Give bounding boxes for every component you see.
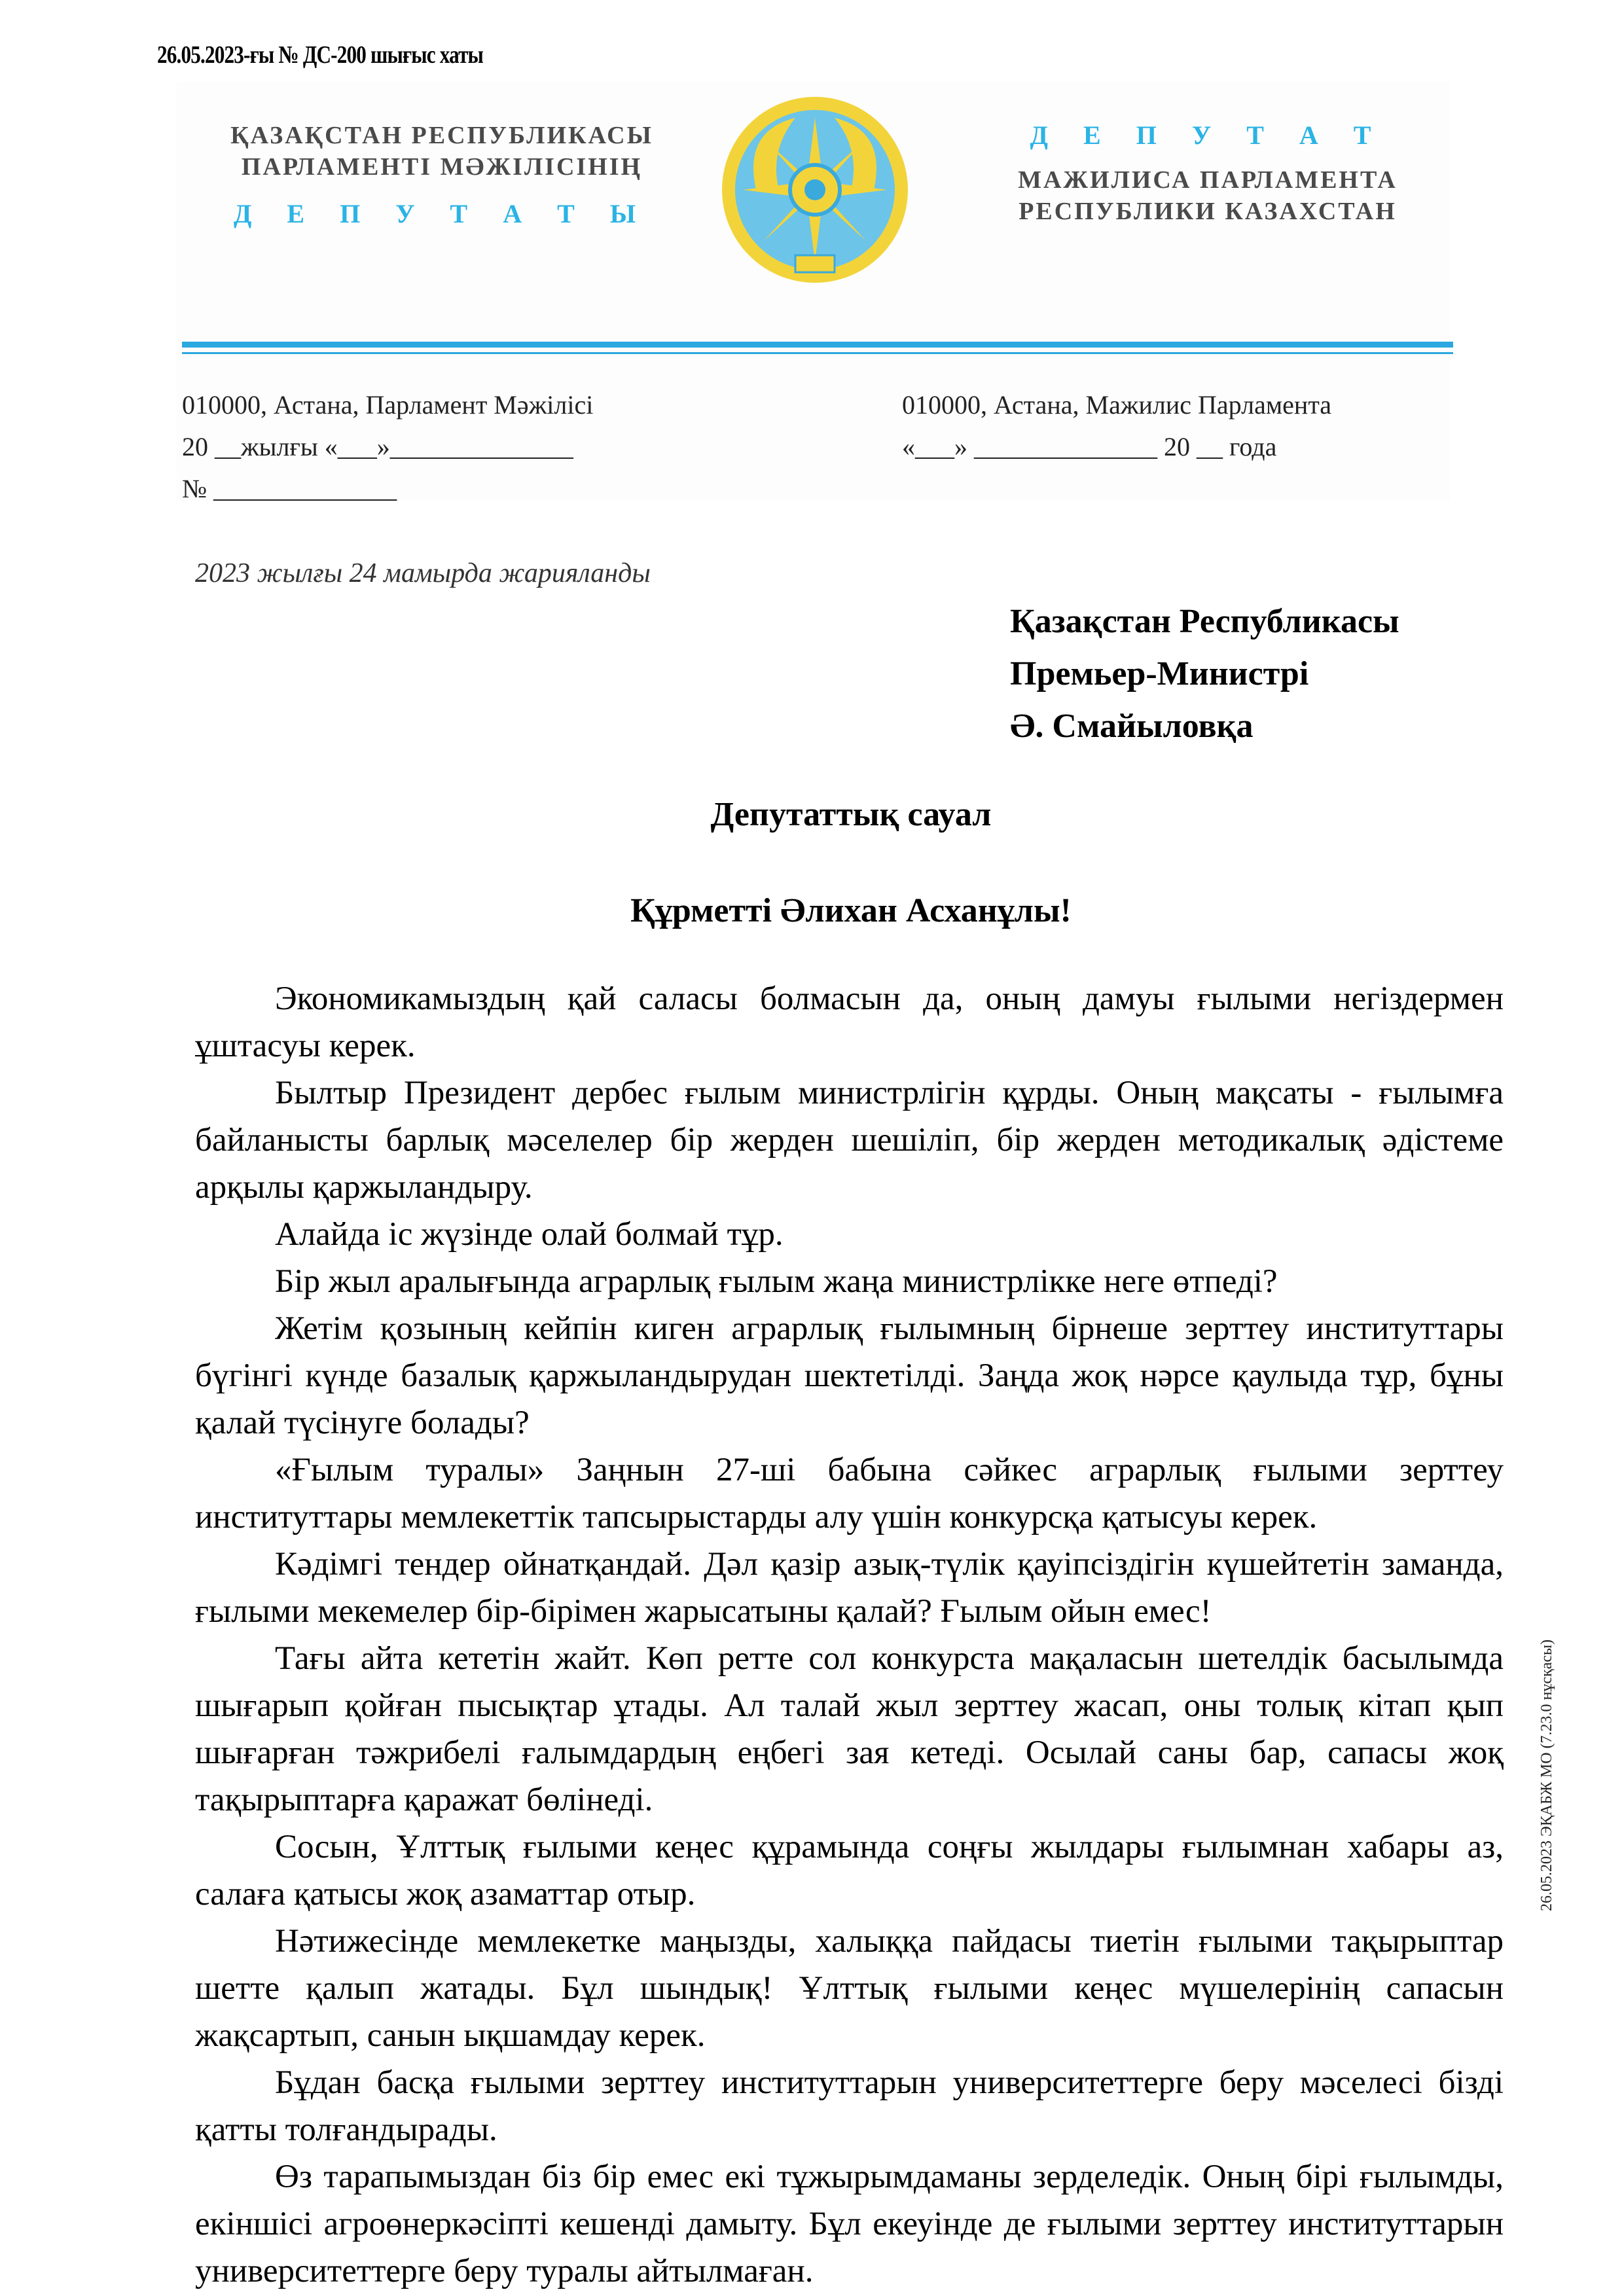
recipient-line1: Қазақстан Республикасы (1010, 603, 1399, 640)
published-note: 2023 жылғы 24 мамырда жарияланды (195, 558, 651, 588)
letterhead-divider-thick (182, 342, 1453, 348)
body-paragraph: Өз тарапымыздан біз бір емес екі тұжырымдаманы зерделедік. Оның бірі ғылымды, екіншісі агроөнеркәсіпті кешенді дамыту. Бұл екеуінде де ғылыми зерттеу институттарын университеттерге беру туралы айтылмаған. (195, 2159, 1504, 2289)
kazakhstan-state-emblem-icon (717, 92, 913, 288)
letterhead-ru-line2: МАЖИЛИСА ПАРЛАМЕНТА (1018, 166, 1398, 194)
body-paragraph: Былтыр Президент дербес ғылым министрлігін құрды. Оның мақсаты - ғылымға байланысты барлық мәселелер бір жерден шешіліп, бір жерден методикалық әдістеме арқылы қаржыландыру. (195, 1075, 1504, 1206)
letterhead-ru-line3: РЕСПУБЛИКИ КАЗАХСТАН (1019, 198, 1397, 225)
body-paragraph: Бұдан басқа ғылыми зерттеу институттарын университеттерге беру мәселесі бізді қатты толғандырады. (195, 2064, 1504, 2148)
side-registration-stamp: 26.05.2023 ЭҚАБЖ МО (7.23.0 нұсқасы) (1538, 1639, 1555, 1911)
letterhead-kz-line1: ҚАЗАҚСТАН РЕСПУБЛИКАСЫ (230, 122, 653, 149)
salutation: Құрметті Әлихан Асханұлы! (630, 892, 1072, 929)
date-ru-line: «___» ______________ 20 __ года (902, 432, 1277, 461)
body-paragraph: Жетім қозының кейпін киген аграрлық ғылымның бірнеше зерттеу институттары бүгінгі күнде базалық қаржыландырудан шектетілді. Заңда жоқ нәрсе қаулыда тұр, бұны қалай түсінуге болады? (195, 1310, 1504, 1441)
number-kz-line: № ______________ (182, 474, 397, 503)
address-kz (182, 384, 593, 510)
body-paragraph: «Ғылым туралы» Заңнын 27-ші бабына сәйкес аграрлық ғылыми зерттеу институттары мемлекеттік тапсырыстарды алу үшін конкурсқа қатысуы керек. (195, 1452, 1504, 1535)
body-paragraph: Алайда іс жүзінде олай болмай тұр. (275, 1216, 784, 1253)
address-ru (902, 384, 1331, 468)
outgoing-reference: 26.05.2023-ғы № ДС-200 шығыс хаты (157, 41, 484, 69)
date-kz-line: 20 __жылғы «___»______________ (182, 432, 573, 461)
letterhead-kz-deputy: Д Е П У Т А Т Ы (233, 199, 651, 228)
body-paragraph: Сосын, Ұлттық ғылыми кеңес құрамында соңғы жылдары ғылымнан хабары аз, салаға қатысы жоқ азаматтар отыр. (195, 1829, 1504, 1912)
address-ru-line: 010000, Астана, Мажилис Парламента (902, 390, 1332, 420)
body-paragraph: Экономикамыздың қай саласы болмасын да, оның дамуы ғылыми негіздермен ұштасуы керек. (195, 980, 1504, 1064)
body-paragraph: Кәдімгі тендер ойнатқандай. Дәл қазір азық-түлік қауіпсіздігін күшейтетін заманда, ғылыми мекемелер бір-бірімен жарысатыны қалай? Ғылым ойын емес! (195, 1546, 1504, 1630)
letter-body (195, 975, 1504, 2295)
letterhead-ru-deputy: Д Е П У Т А Т (1030, 120, 1386, 150)
body-paragraph: Тағы айта кететін жайт. Көп ретте сол конкурста мақаласын шетелдік басылымда шығарып қойған пысықтар ұтады. Ал талай жыл зерттеу жасап, оны толық кітап қып шығарған тәжрибелі ғалымдардың еңбегі зая кетеді. Осылай саны бар, сапасы жоқ тақырыптарға қаражат бөлінеді. (195, 1640, 1504, 1818)
recipient-line3: Ә. Смайыловқа (1010, 708, 1254, 745)
body-paragraph: Нәтижесінде мемлекетке маңызды, халыққа пайдасы тиетін ғылыми тақырыптар шетте қалып жатады. Бұл шындық! Ұлттық ғылыми кеңес мүшелерінің сапасын жақсартып, санын ықшамдау керек. (195, 1923, 1504, 2054)
letterhead-kz-line2: ПАРЛАМЕНТІ МӘЖІЛІСІНІҢ (241, 153, 643, 181)
body-paragraph: Бір жыл аралығында аграрлық ғылым жаңа министрлікке неге өтпеді? (275, 1263, 1278, 1300)
letterhead-ru (952, 120, 1463, 227)
document-title: Депутаттық сауал (710, 796, 992, 833)
recipient-block (1010, 596, 1399, 753)
letterhead-kz (216, 120, 668, 230)
address-kz-line: 010000, Астана, Парламент Мәжілісі (182, 390, 594, 420)
recipient-line2: Премьер-Министрі (1010, 655, 1309, 692)
letterhead-divider-thin (182, 352, 1453, 354)
